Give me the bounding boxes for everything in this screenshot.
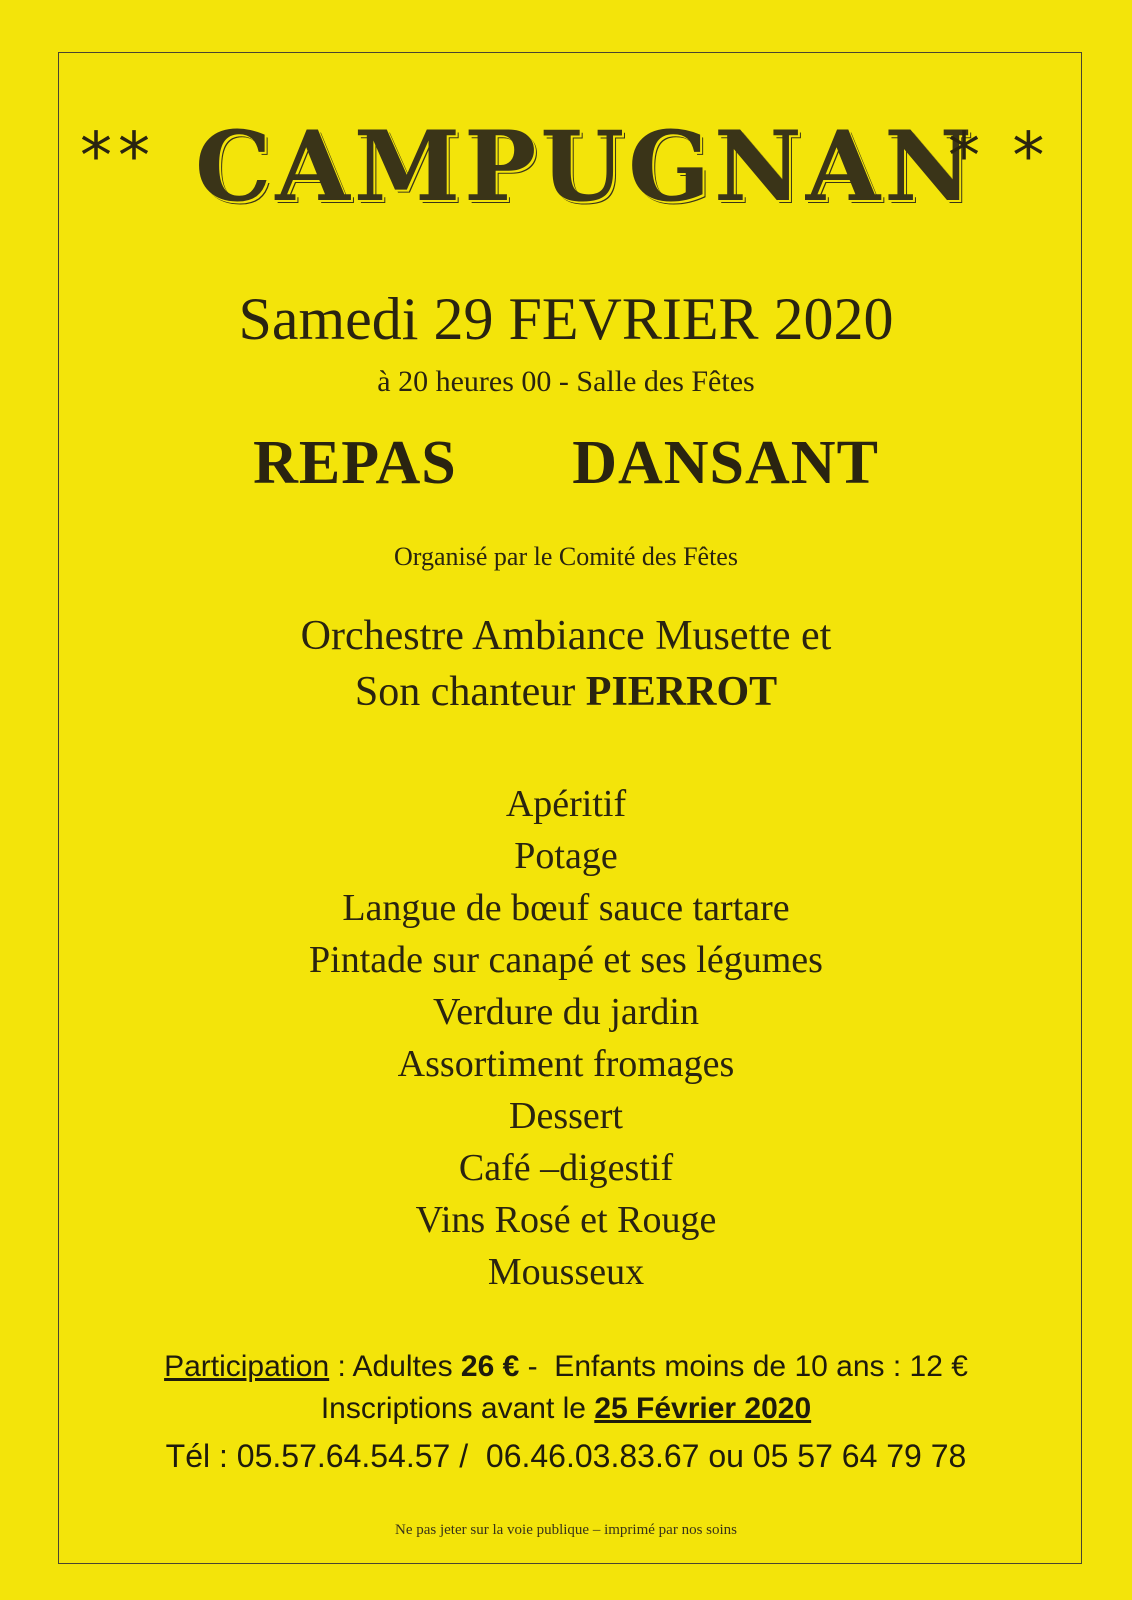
adults-text: : Adultes xyxy=(329,1350,461,1383)
registration-text: Inscriptions avant le xyxy=(320,1392,595,1425)
stars-right: * * xyxy=(948,120,1051,194)
menu-item: Verdure du jardin xyxy=(433,991,699,1033)
band-line-1: Orchestre Ambiance Musette et xyxy=(300,613,832,659)
event-organizer: Organisé par le Comité des Fêtes xyxy=(394,542,738,571)
title-row xyxy=(0,110,1132,230)
stars-left: ** xyxy=(80,120,156,194)
menu-item: Mousseux xyxy=(487,1251,645,1293)
band-line-2-prefix: Son chanteur xyxy=(354,669,586,715)
singer-name: PIERROT xyxy=(585,669,778,715)
menu-item: Pintade sur canapé et ses légumes xyxy=(309,939,823,981)
event-name: REPAS DANSANT xyxy=(253,429,879,497)
registration-date: 25 Février 2020 xyxy=(594,1392,812,1425)
page-title: CAMPUGNAN xyxy=(195,110,977,223)
event-time-place: à 20 heures 00 - Salle des Fêtes xyxy=(377,365,755,398)
menu-item: Langue de bœuf sauce tartare xyxy=(342,887,790,929)
adults-price: 26 € xyxy=(460,1350,520,1383)
menu-item: Dessert xyxy=(509,1095,623,1137)
children-text: - Enfants moins de 10 ans : 12 € xyxy=(519,1350,968,1383)
participation-line xyxy=(0,1350,1132,1384)
band-info xyxy=(0,608,1132,720)
menu-item: Café –digestif xyxy=(458,1147,674,1189)
event-date: Samedi 29 FEVRIER 2020 xyxy=(238,286,894,352)
menu-list xyxy=(0,778,1132,1298)
band-line-2 xyxy=(0,664,1132,720)
phone-line: Tél : 05.57.64.54.57 / 06.46.03.83.67 ou 05 57 64 79 78 xyxy=(165,1438,967,1474)
registration-line xyxy=(0,1392,1132,1426)
menu-item: Potage xyxy=(514,835,618,877)
menu-item: Assortiment fromages xyxy=(397,1043,735,1085)
menu-item: Vins Rosé et Rouge xyxy=(415,1199,717,1241)
menu-item: Apéritif xyxy=(505,783,627,825)
participation-label: Participation xyxy=(164,1350,330,1383)
footer-note: Ne pas jeter sur la voie publique – imprimé par nos soins xyxy=(394,1522,737,1538)
